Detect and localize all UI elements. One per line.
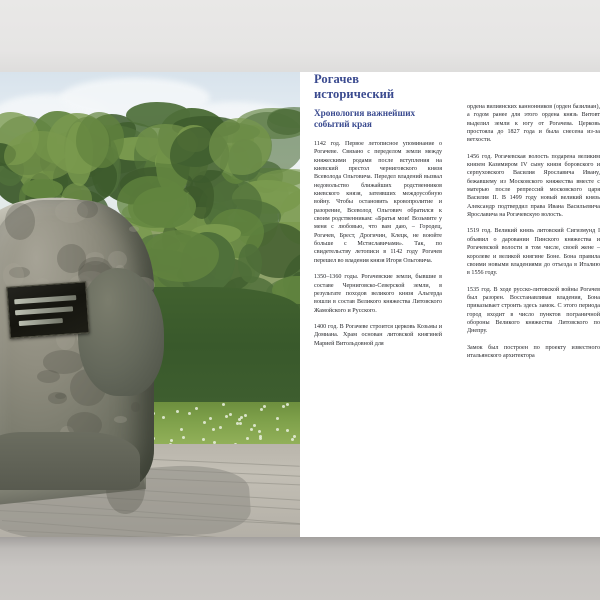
article-subtitle-line2: событий края — [314, 119, 372, 129]
grass-speck — [229, 413, 232, 416]
paragraph: 1519 год. Великий князь литовский Сигизмунд I объявил о даровании Пинского княжества и Рогачевской волости в том числе, своей жене – королеве и великой княгине Боне. Бона правила своими новыми владениями до отъезда в Италию в 1556 году. — [467, 228, 600, 277]
grass-speck — [293, 435, 296, 438]
grass-speck — [258, 430, 261, 433]
grass-speck — [286, 429, 289, 432]
foliage-blob — [22, 179, 63, 199]
grass-speck — [244, 414, 247, 417]
grass-speck — [219, 426, 222, 429]
stone-mottle — [37, 370, 61, 383]
article-text-area — [300, 72, 600, 537]
grass-speck — [239, 422, 242, 425]
paragraph: 1400 год. В Рогачеве строится церковь Козьмы и Домиана. Храм основан литовской княгиней Марией Витольдовной для — [314, 323, 442, 347]
grass-speck — [236, 422, 239, 425]
stone-mottle — [3, 263, 25, 289]
grass-speck — [195, 407, 198, 410]
stone-mottle — [108, 251, 126, 268]
stone-mottle — [114, 416, 128, 423]
monument-photo — [0, 72, 300, 537]
grass-speck — [225, 415, 228, 418]
grass-speck — [263, 405, 266, 408]
article-subtitle — [314, 108, 442, 130]
stone-mottle — [77, 201, 98, 218]
grass-speck — [260, 408, 263, 411]
paragraph: Замок был построен по проекту известного итальянского архитектора — [467, 344, 600, 359]
foliage-blob — [4, 131, 78, 181]
grass-speck — [253, 424, 256, 427]
paragraph: 1456 год. Рогачевская волость подарена великим князем Казимиром IV сыну князя боровского и серпуховского Василия Ярославича Ивану, бежавшему из Московского княжества вместе с матерью после репрессий московского царя Василия II. В 1499 году новый великий князь Александр подтвердил права Ивана Васильевича Ярославича на Рогачевскую волость. — [467, 153, 600, 219]
top-background-band — [0, 0, 600, 72]
grass-speck — [246, 437, 249, 440]
grass-speck — [291, 438, 294, 441]
paragraph: 1142 год. Первое летописное упоминание о Рогачеве. Связано с переделом земли между княжескими родами после вступления на киевский престол черниговского князя Всеволода Ольговича. Передел владений вызвал недовольство ближайших родственников киевского князя, затеявших междоусобную войну. Чтобы остановить кровопролитие и разорение, Всеволод Ольгович обратился к своим родственникам: «Братья мои! Возьмите у меня с любовью, что вам даю, – Городец, Рогачев, Брест, Дрогичин, Клецк, не воюйте больше с Мстиславичами». Так, по свидетельству летописи в 1142 году Рогачев перешел во владения князя Игоря Ольговича. — [314, 141, 442, 264]
grass-speck — [170, 439, 173, 442]
grass-speck — [188, 412, 191, 415]
stone-mottle — [5, 203, 35, 240]
column-top-spacer — [467, 72, 600, 103]
grass-speck — [282, 405, 285, 408]
foliage-blob — [76, 112, 124, 168]
grass-speck — [180, 428, 183, 431]
grass-speck — [259, 435, 262, 438]
memorial-plaque — [6, 281, 89, 338]
grass-speck — [202, 438, 205, 441]
plaque-inscription-line — [15, 306, 73, 315]
bottom-background-band — [0, 537, 600, 600]
foliage-blob — [209, 118, 271, 175]
stone-mottle — [131, 402, 140, 413]
plaque-inscription-line — [19, 318, 63, 326]
grass-speck — [162, 416, 165, 419]
foliage-blob — [238, 244, 262, 283]
stone-mottle — [55, 393, 66, 399]
grass-speck — [209, 417, 212, 420]
memorial-stone-base — [0, 432, 140, 490]
foliage-blob — [142, 230, 219, 282]
grass-speck — [182, 436, 185, 439]
paragraph: 1350–1360 годы. Рогачевские земли, бывшие в составе Черниговско-Северской земли, в результате походов великого князя Альгерда вошли в состав Великого княжества Литовского Жамойского и Русского. — [314, 274, 442, 314]
plaque-inscription-line — [14, 295, 76, 304]
grass-speck — [176, 410, 179, 413]
magazine-page-sheet — [0, 72, 600, 537]
grass-speck — [286, 403, 289, 406]
grass-speck — [276, 428, 279, 431]
grass-speck — [276, 417, 279, 420]
article-column-right — [467, 72, 600, 368]
grass-speck — [203, 421, 206, 424]
grass-speck — [250, 428, 253, 431]
grass-speck — [212, 428, 215, 431]
article-title: Рогачев исторический — [314, 72, 395, 101]
article-subtitle-line1: Хронология важнейших — [314, 108, 416, 118]
article-column-left — [314, 72, 442, 356]
paragraph: 1535 год. В ходе русско-литовской войны Рогачев был разорен. Восстанавливая владения, Бона приказывает строить здесь замок. С этого периода город входит в число пунктов пограничной обороны Великого княжества Литовского по Днепру. — [467, 286, 600, 335]
grass-speck — [222, 403, 225, 406]
paragraph: ордена вилиянских каннонников (орден базилиан), а годом ранее для этого ордена князь Витовт выделил земли к югу от Рогачева. Церковь простояла до 1827 года и была снесена из-за ветхости. — [467, 104, 600, 144]
